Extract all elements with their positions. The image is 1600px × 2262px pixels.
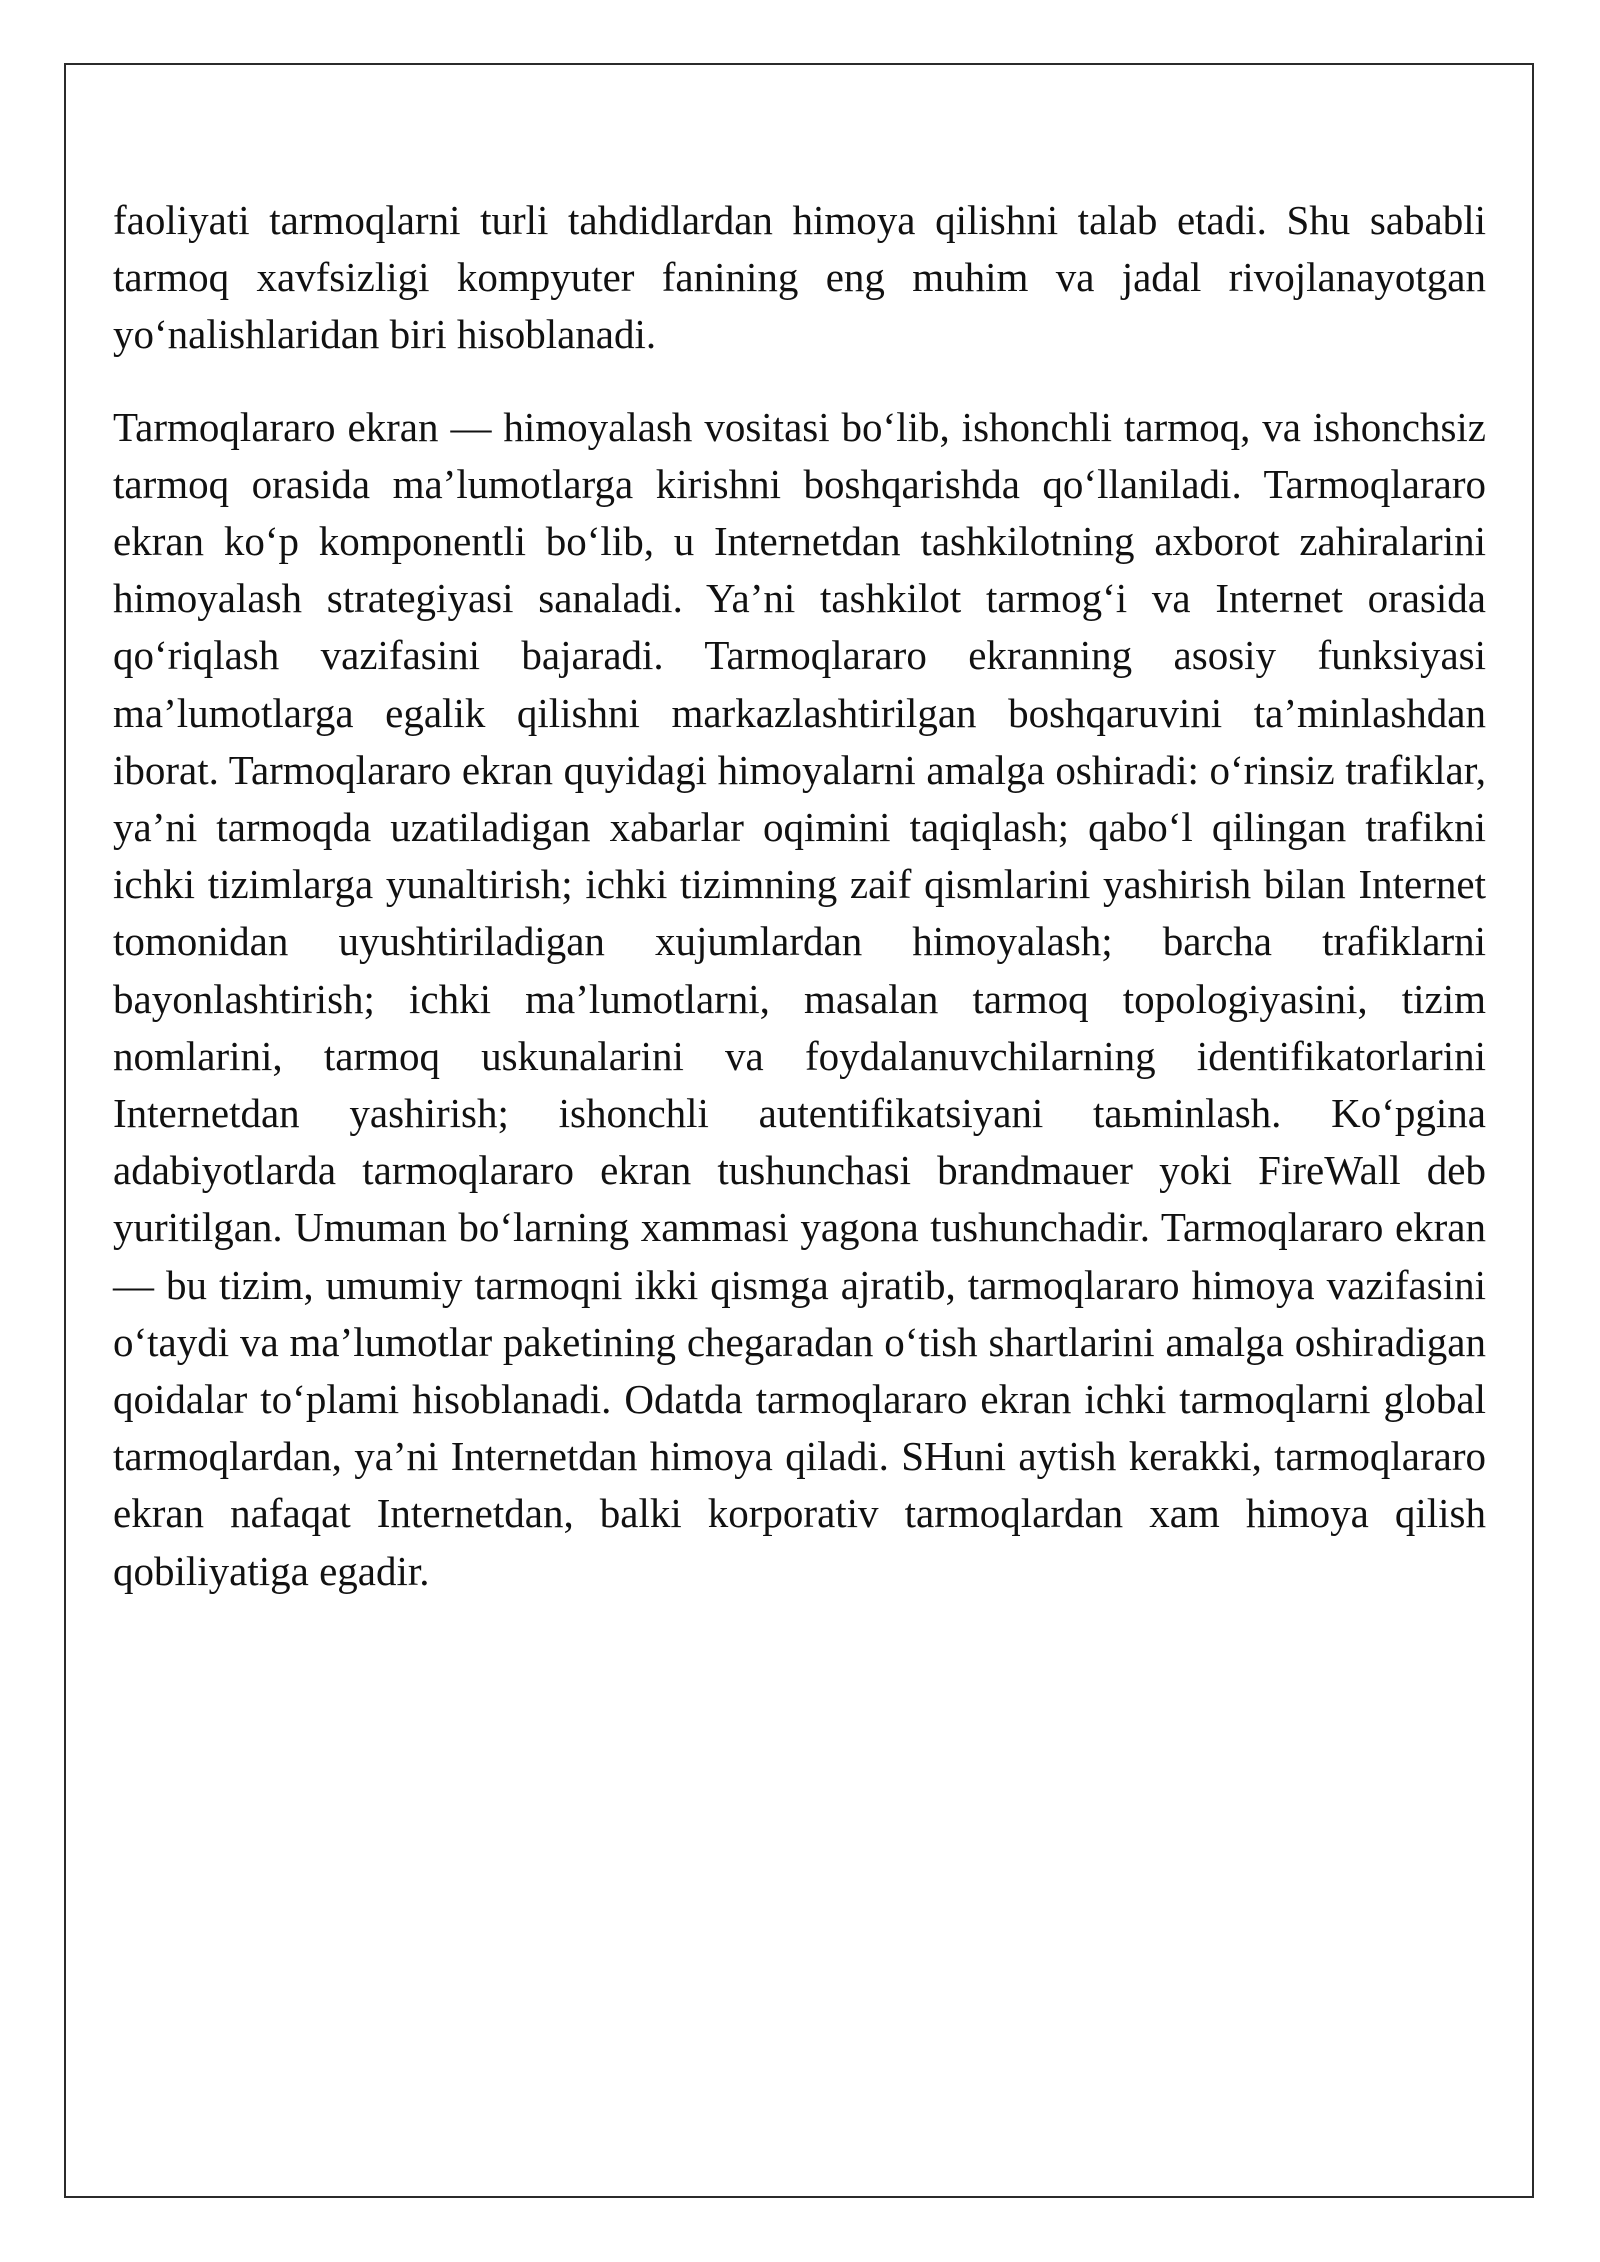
document-body xyxy=(113,192,1486,1600)
paragraph-1: faoliyati tarmoqlarni turli tahdidlardan himoya qilishni talab etadi. Shu sababli tarmoq xavfsizligi kompyuter fanining eng muhim va jadal rivojlanayotgan yo‘nalishlaridan biri hisoblanadi. xyxy=(113,197,1486,358)
paragraph-2: Tarmoqlararo ekran — himoyalash vositasi bo‘lib, ishonchli tarmoq, va ishonchsiz tarmoq orasida ma’lumotlarga kirishni boshqarishda qo‘llaniladi. Tarmoqlararo ekran ko‘p komponentli bo‘lib, u Internetdan tashkilotning axborot zahiralarini himoyalash strategiyasi sanaladi. Ya’ni tashkilot tarmog‘i va Internet orasida qo‘riqlash vazifasini bajaradi. Tarmoqlararo ekranning asosiy funksiyasi ma’lumotlarga egalik qilishni markazlashtirilgan boshqaruvini ta’minlashdan iborat. Tarmoqlararo ekran quyidagi himoyalarni amalga oshiradi: o‘rinsiz trafiklar, ya’ni tarmoqda uzatiladigan xabarlar oqimini taqiqlash; qabo‘l qilingan trafikni ichki tizimlarga yunaltirish; ichki tizimning zaif qismlarini yashirish bilan Internet tomonidan uyushtiriladigan xujumlardan himoyalash; barcha trafiklarni bayonlashtirish; ichki ma’lumotlarni, masalan tarmoq topologiyasini, tizim nomlarini, tarmoq uskunalarini va foydalanuvchilarning identifikatorlarini Internetdan yashirish; ishonchli autentifikatsiyani taьminlash. Ko‘pgina adabiyotlarda tarmoqlararo ekran tushunchasi brandmauer yoki FireWall deb yuritilgan. Umuman bo‘larning xammasi yagona tushunchadir. Tarmoqlararo ekran — bu tizim, umumiy tarmoqni ikki qismga ajratib, tarmoqlararo himoya vazifasini o‘taydi va ma’lumotlar paketining chegaradan o‘tish shartlarini amalga oshiradigan qoidalar to‘plami hisoblanadi. Odatda tarmoqlararo ekran ichki tarmoqlarni global tarmoqlardan, ya’ni Internetdan himoya qiladi. SHuni aytish kerakki, tarmoqlararo ekran nafaqat Internetdan, balki korporativ tarmoqlardan xam himoya qilish qobiliyatiga egadir. xyxy=(113,403,1486,1594)
